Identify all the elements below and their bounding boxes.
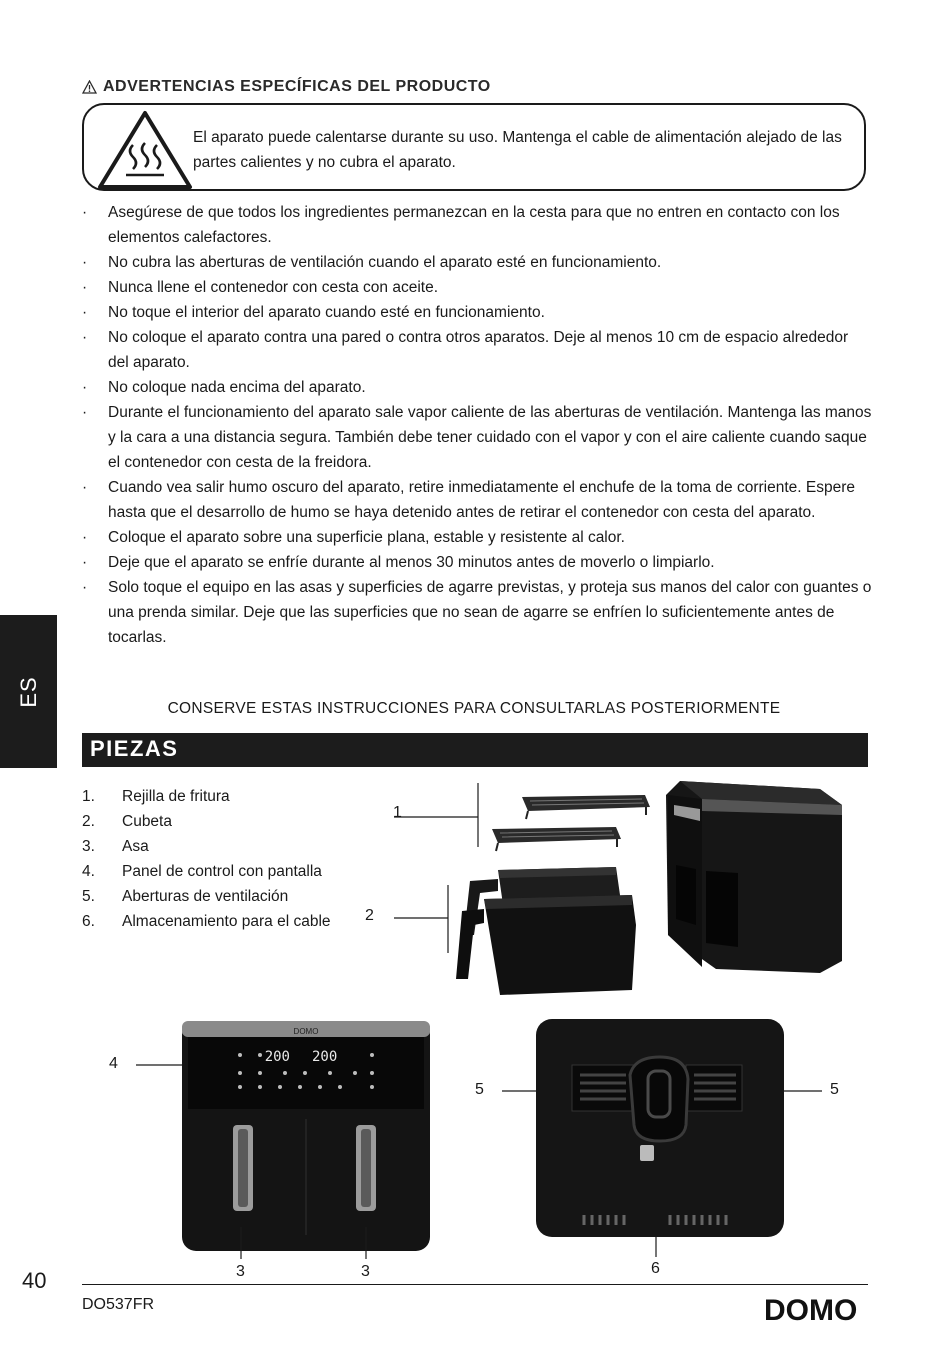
list-item: · No coloque nada encima del aparato. <box>82 375 872 400</box>
language-tab <box>0 615 57 768</box>
frying-rack-icon <box>492 827 621 851</box>
callout-5a: 5 <box>475 1081 484 1098</box>
list-item: · Solo toque el equipo en las asas y superficies de agarre previstas, y proteja sus manos del calor con guantes o una prenda similar. Deje que las superficies que no sean de agarre se enfríen lo suficientemente antes de tocarlas. <box>82 575 872 650</box>
parts-list <box>82 784 331 934</box>
parts-illustration-top <box>380 775 850 1005</box>
callout-3a: 3 <box>236 1263 245 1280</box>
list-item: · No toque el interior del aparato cuando esté en funcionamiento. <box>82 300 872 325</box>
warning-heading <box>82 78 491 96</box>
footer-divider <box>82 1284 868 1285</box>
list-item: · Durante el funcionamiento del aparato sale vapor caliente de las aberturas de ventilación. Mantenga las manos y la cara a una distancia segura. También debe tener cuidado con el vapor y con el aire caliente cuando saque el contenedor con cesta de la freidora. <box>82 400 872 475</box>
list-item: 4. Panel de control con pantalla <box>82 863 322 880</box>
air-fryer-rear-view <box>500 1015 830 1260</box>
callout-3b: 3 <box>361 1263 370 1280</box>
list-item: · No cubra las aberturas de ventilación cuando el aparato esté en funcionamiento. <box>82 250 872 275</box>
list-item: 1. Rejilla de fritura <box>82 788 230 805</box>
callout-4: 4 <box>109 1055 118 1072</box>
callout-6: 6 <box>651 1260 660 1277</box>
list-item: · Asegúrese de que todos los ingredientes permanezcan en la cesta para que no entren en contacto con los elementos calefactores. <box>82 200 872 250</box>
list-item: 2. Cubeta <box>82 813 172 830</box>
callout-1: 1 <box>393 804 402 821</box>
list-item: · Coloque el aparato sobre una superficie plana, estable y resistente al calor. <box>82 525 872 550</box>
section-header <box>82 733 868 767</box>
language-tab-label: ES <box>15 675 41 708</box>
keep-instructions-notice: CONSERVE ESTAS INSTRUCCIONES PARA CONSULTARLAS POSTERIORMENTE <box>167 700 781 717</box>
air-fryer-front-view <box>100 1015 440 1260</box>
page-number: 40 <box>22 1268 47 1293</box>
ventilation-opening-icon <box>686 1065 742 1111</box>
model-number: DO537FR <box>82 1296 155 1313</box>
warning-title: ADVERTENCIAS ESPECÍFICAS DEL PRODUCTO <box>103 78 491 95</box>
list-item: 5. Aberturas de ventilación <box>82 888 289 905</box>
list-item: · Deje que el aparato se enfríe durante al menos 30 minutos antes de moverlo o limpiarlo. <box>82 550 872 575</box>
brand-logo: DOMO <box>764 1294 858 1327</box>
list-item: · No coloque el aparato contra una pared o contra otros aparatos. Deje al menos 10 cm de espacio alrededor del aparato. <box>82 325 872 375</box>
section-title: PIEZAS <box>90 736 179 761</box>
brand-plate: DOMO <box>293 1027 319 1036</box>
warning-text: El aparato puede calentarse durante su uso. Mantenga el cable de alimentación alejado de las partes calientes y no cubra el aparato. <box>193 129 842 171</box>
ventilation-opening-icon <box>572 1065 634 1111</box>
hot-surface-warning-icon <box>96 109 194 191</box>
callout-2: 2 <box>365 907 374 924</box>
safety-bullet-list <box>82 200 872 650</box>
basket-icon <box>456 895 636 995</box>
list-item: 3. Asa <box>82 838 149 855</box>
list-item: · Nunca llene el contenedor con cesta con aceite. <box>82 275 872 300</box>
list-item: 6. Almacenamiento para el cable <box>82 913 331 930</box>
warning-triangle-icon <box>82 80 97 94</box>
list-item: · Cuando vea salir humo oscuro del aparato, retire inmediatamente el enchufe de la toma de corriente. Espere hasta que el desarrollo de humo se haya detenido antes de retirar el contenedor con cesta del aparato. <box>82 475 872 525</box>
callout-5b: 5 <box>830 1081 839 1098</box>
display-right: 200 <box>312 1049 338 1065</box>
air-fryer-angled-icon <box>666 781 842 973</box>
display-left: 200 <box>264 1049 290 1065</box>
frying-rack-icon <box>522 795 650 819</box>
